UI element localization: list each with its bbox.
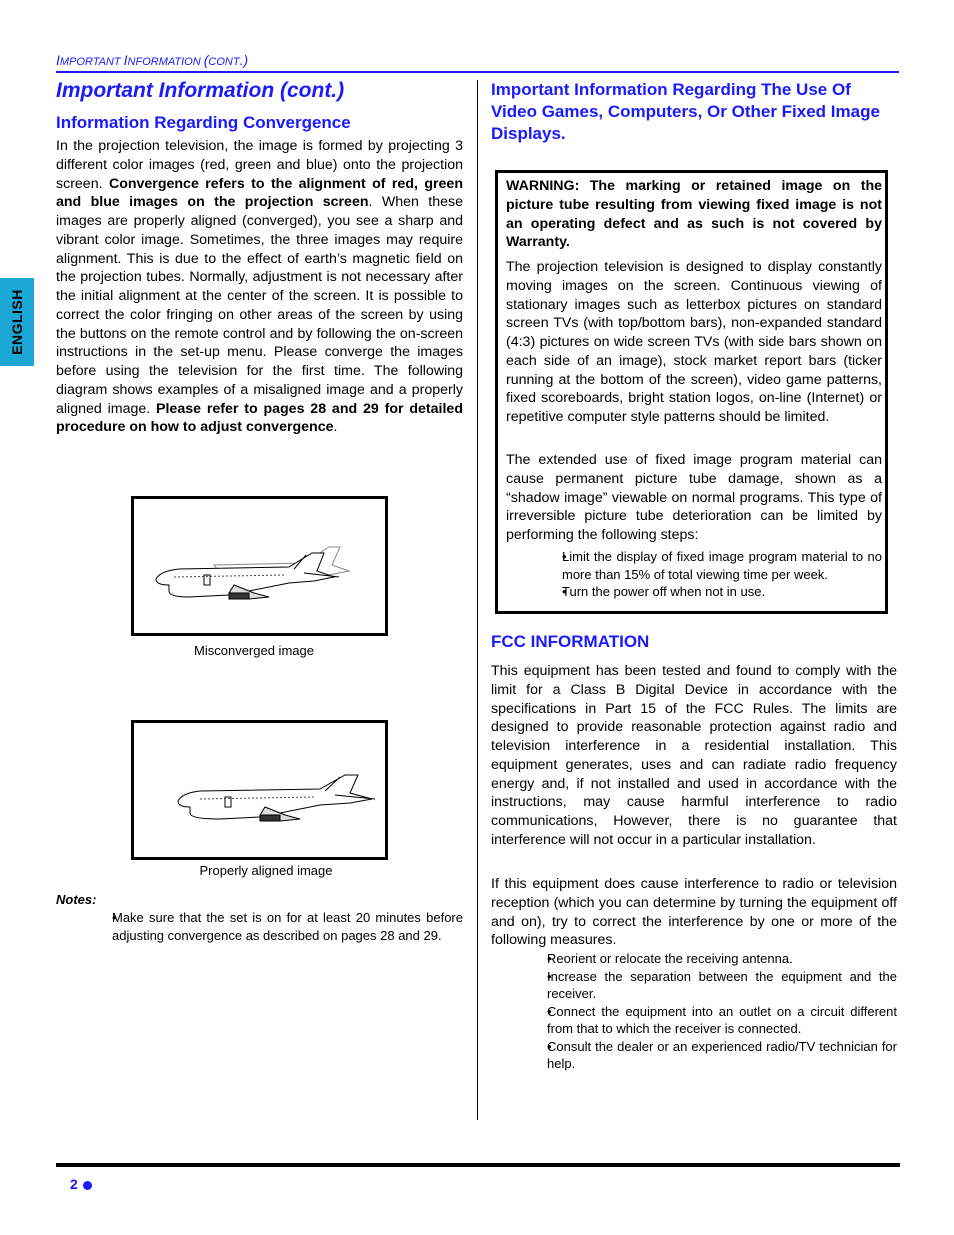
warning-step-item: • Limit the display of fixed image program material to no more than 15% of total viewing time per week. (534, 548, 882, 583)
language-tab (0, 278, 34, 366)
language-tab-label: ENGLISH (9, 289, 25, 355)
fcc-paragraph-1: This equipment has been tested and found to comply with the limit for a Class B Digital Device in accordance with the specifications in Part 15 of the FCC Rules. The limits are designed to provide reasonable protection against radio and television interference in a residential installation. This equipment generates, uses and can radiate radio frequency energy and, if not installed and used in accordance with the instructions, may cause harmful interference to radio communications, However, there is no guarantee that interference will not occur in a particular installation. (491, 663, 897, 848)
page-number-text: 2 (70, 1176, 78, 1192)
fcc-heading: FCC INFORMATION (491, 632, 650, 651)
column-divider (477, 80, 478, 1120)
misconverged-caption: Misconverged image (194, 643, 314, 658)
warning-paragraph-2: The extended use of fixed image program material can cause permanent picture tube damage, shown as a “shadow image” viewable on normal programs. This type of irreversible picture tube deterioration can be limited by performing the following steps: (506, 452, 882, 543)
warning-steps-list (534, 548, 882, 601)
fcc-measures-list (519, 950, 897, 1073)
fcc-measure-item: • Reorient or relocate the receiving antenna. (519, 950, 897, 968)
footer-rule (56, 1163, 900, 1167)
fcc-paragraph-2: If this equipment does cause interference to radio or television reception (which you can determine by turning the equipment off and on), try to correct the interference by one or more of the following measures. (491, 876, 897, 949)
notes-title: Notes: (56, 892, 97, 907)
aligned-figure (131, 720, 388, 860)
convergence-heading: Information Regarding Convergence (56, 113, 351, 132)
warning-text: WARNING: The marking or retained image on the picture tube resulting from viewing fixed image is not an operating defect and as such is not covered by Warranty. (506, 178, 882, 251)
header-rule (56, 71, 899, 73)
misconverged-figure (131, 496, 388, 636)
fcc-measure-item: • Increase the separation between the equipment and the receiver. (519, 968, 897, 1003)
fcc-measure-item: • Connect the equipment into an outlet on a circuit different from that to which the receiver is connected. (519, 1003, 897, 1038)
page-number (70, 1176, 92, 1192)
aligned-airplane-image (134, 723, 385, 857)
warning-paragraph-1: The projection television is designed to display constantly moving images on the screen. Continuous viewing of stationary images such as letterbox pictures on standard screen TVs (with top/bottom bars), non-expanded standard (4:3) pictures on wide screen TVs (with side bars shown on each side of an image), stock market report bars (ticker running at the bottom of the screen), video game patterns, fixed scoreboards, bright station logos, on-line (Internet) or repetitive computer style patterns should be limited. (506, 259, 882, 425)
fixed-image-heading: Important Information Regarding The Use Of Video Games, Computers, Or Other Fixed Image Displays. (491, 80, 880, 143)
page-title: Important Information (cont.) (56, 79, 345, 102)
fcc-measure-item: • Consult the dealer or an experienced radio/TV technician for help. (519, 1038, 897, 1073)
aligned-caption: Properly aligned image (199, 863, 333, 878)
note-item: • Make sure that the set is on for at least 20 minutes before adjusting convergence as described on pages 28 and 29. (86, 909, 463, 944)
misconverged-airplane-image (134, 499, 385, 633)
running-header: IMPORTANT INFORMATION (CONT.) (56, 52, 249, 68)
notes-list (86, 909, 463, 944)
convergence-paragraph: In the projection television, the image is formed by projecting 3 different color images (red, green and blue) onto the projection screen. Convergence refers to the alignment of red, green and blue images on the projection screen. When these images are properly aligned (converged), you see a sharp and vibrant color image. Sometimes, the three images may require alignment. This is due to the effect of earth’s magnetic field on the projection tubes. Normally, adjustment is not necessary after the initial alignment at the center of the screen. It is possible to correct the color fringing on other areas of the screen by using the buttons on the remote control and by following the on-screen instructions in the set-up menu. Please converge the images before using the television for the first time. The following diagram shows examples of a misaligned image and a properly aligned image. Please refer to pages 28 and 29 for detailed procedure on how to adjust convergence. (56, 138, 463, 436)
warning-step-item: • Turn the power off when not in use. (534, 583, 882, 601)
bullet-dot-icon (83, 1181, 92, 1190)
